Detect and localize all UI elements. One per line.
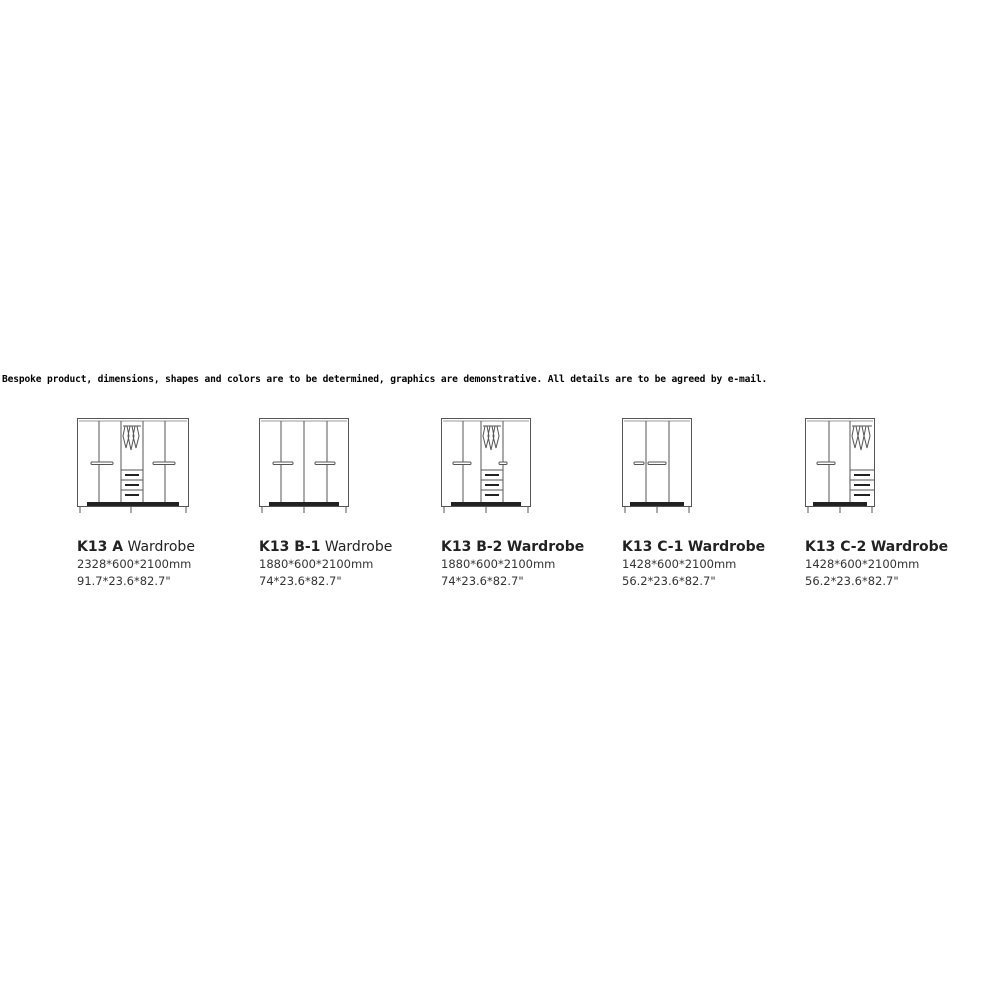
four-door-wardrobe-icon <box>259 418 349 518</box>
three-door-wardrobe-icon <box>622 418 692 518</box>
three-door-wardrobe-with-open-hanging-section-icon <box>441 418 531 518</box>
product-title: K13 C-1 Wardrobe <box>622 539 766 555</box>
two-door-wardrobe-with-open-hanging-section-icon <box>805 418 875 518</box>
product-title: K13 B-2 Wardrobe <box>441 539 585 555</box>
product-card-k13-b2 <box>441 418 631 590</box>
dimensions-mm: 1428*600*2100mm <box>622 557 737 571</box>
product-card-k13-a <box>77 418 267 590</box>
dimensions-inches: 56.2*23.6*82.7" <box>805 574 899 588</box>
dimensions-mm: 2328*600*2100mm <box>77 557 192 571</box>
dimensions-inches: 74*23.6*82.7" <box>259 574 342 588</box>
product-title: K13 A Wardrobe <box>77 539 195 555</box>
dimensions-mm: 1880*600*2100mm <box>441 557 556 571</box>
dimensions-inches: 91.7*23.6*82.7" <box>77 574 171 588</box>
dimensions-mm: 1880*600*2100mm <box>259 557 374 571</box>
product-title: K13 C-2 Wardrobe <box>805 539 949 555</box>
product-card-k13-c1 <box>622 418 812 590</box>
dimensions-inches: 56.2*23.6*82.7" <box>622 574 716 588</box>
dimensions-inches: 74*23.6*82.7" <box>441 574 524 588</box>
dimensions-mm: 1428*600*2100mm <box>805 557 920 571</box>
disclaimer-text: Bespoke product, dimensions, shapes and colors are to be determined, graphics are demonstrative. All details are to be agreed by e-mail. <box>2 374 768 385</box>
product-card-k13-b1 <box>259 418 449 590</box>
product-title: K13 B-1 Wardrobe <box>259 539 393 555</box>
four-door-wardrobe-with-open-hanging-section-icon <box>77 418 189 518</box>
product-card-k13-c2 <box>805 418 995 590</box>
